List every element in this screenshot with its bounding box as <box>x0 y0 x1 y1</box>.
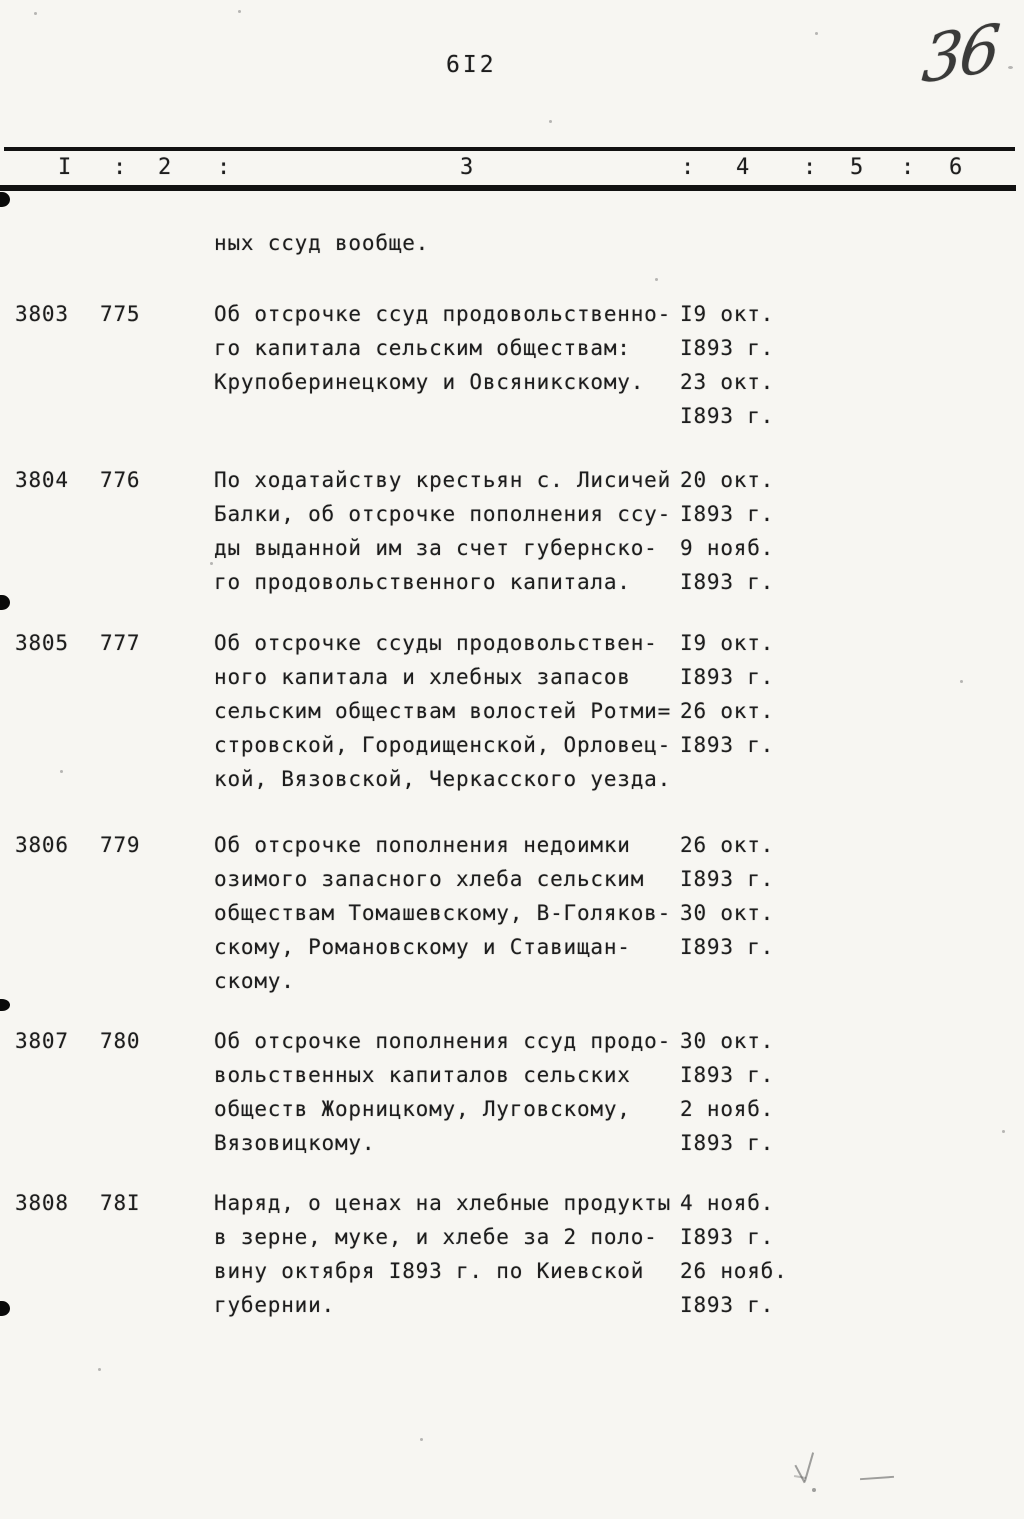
header-cell: I <box>58 155 73 180</box>
smudge-stroke <box>794 1465 805 1484</box>
header-cell-separator: : <box>217 155 232 180</box>
entry-number: 3805 <box>15 631 69 655</box>
text-line: кой, Вязовской, Черкасского уезда. <box>214 767 672 791</box>
entry-number: 3804 <box>15 468 69 492</box>
text-line: обществ Жорницкому, Луговскому, <box>214 1097 631 1121</box>
text-line: I893 г. <box>680 1293 775 1317</box>
entry-file-number: 780 <box>100 1029 141 1053</box>
entry-number: 3807 <box>15 1029 69 1053</box>
text-line: го продовольственного капитала. <box>214 570 631 594</box>
entry-title <box>214 463 684 599</box>
scan-speck <box>420 1438 423 1441</box>
text-line: I893 г. <box>680 502 775 526</box>
header-cell-separator: : <box>113 155 128 180</box>
text-line: I893 г. <box>680 1131 775 1155</box>
header-cell-separator: : <box>681 155 696 180</box>
text-line: Балки, об отсрочке пополнения ссу- <box>214 502 672 526</box>
text-line: I893 г. <box>680 570 775 594</box>
scan-speck <box>60 770 63 773</box>
text-line: Об отсрочке пополнения ссуд продо- <box>214 1029 672 1053</box>
text-line: в зерне, муке, и хлебе за 2 поло- <box>214 1225 658 1249</box>
text-line: го капитала сельским обществам: <box>214 336 631 360</box>
text-line: I893 г. <box>680 867 775 891</box>
text-line: I9 окт. <box>680 302 775 326</box>
margin-ink-mark <box>0 595 10 610</box>
pencil-smudge <box>772 1446 952 1516</box>
header-cell: 2 <box>158 155 173 180</box>
scan-speck <box>1002 1130 1005 1133</box>
text-line: I893 г. <box>680 336 775 360</box>
text-line: ды выданной им за счет губернско- <box>214 536 658 560</box>
text-line: Об отсрочке ссуд продовольственно- <box>214 302 672 326</box>
entry-file-number: 779 <box>100 833 141 857</box>
text-line: I9 окт. <box>680 631 775 655</box>
entry-number: 3808 <box>15 1191 69 1215</box>
text-line: вину октября I893 г. по Киевской <box>214 1259 645 1283</box>
entry-dates <box>680 626 810 762</box>
entry-file-number: 775 <box>100 302 141 326</box>
scan-speck <box>210 562 213 565</box>
entry-number: 3803 <box>15 302 69 326</box>
entry-file-number: 777 <box>100 631 141 655</box>
text-line: обществам Томашевскому, В-Голяков- <box>214 901 672 925</box>
page-number: 6I2 <box>446 52 497 78</box>
scan-speck <box>549 120 552 123</box>
entry-title <box>214 297 684 399</box>
scan-speck <box>815 32 818 35</box>
scan-speck <box>1008 66 1013 69</box>
text-line: озимого запасного хлеба сельским <box>214 867 645 891</box>
text-line: I893 г. <box>680 404 775 428</box>
entry-title <box>214 626 684 796</box>
entry-dates <box>680 1024 810 1160</box>
text-line: Крупоберинецкому и Овсяникскому. <box>214 370 645 394</box>
text-line: 30 окт. <box>680 901 775 925</box>
text-line: вольственных капиталов сельских <box>214 1063 631 1087</box>
text-line: 4 нояб. <box>680 1191 775 1215</box>
margin-ink-mark <box>0 1301 10 1316</box>
text-line: 2 нояб. <box>680 1097 775 1121</box>
scan-speck <box>34 12 37 15</box>
header-rule-top <box>4 147 1015 151</box>
header-cell: 5 <box>850 155 865 180</box>
text-line: I893 г. <box>680 733 775 757</box>
text-line: I893 г. <box>680 1063 775 1087</box>
text-line: 9 нояб. <box>680 536 775 560</box>
header-cell-separator: : <box>901 155 916 180</box>
entry-title <box>214 1186 684 1322</box>
text-line: По ходатайству крестьян с. Лисичей <box>214 468 672 492</box>
header-cell: 3 <box>460 155 475 180</box>
text-line: I893 г. <box>680 665 775 689</box>
text-line: скому. <box>214 969 295 993</box>
entry-number: 3806 <box>15 833 69 857</box>
header-cell: 4 <box>736 155 751 180</box>
smudge-stroke <box>812 1488 816 1492</box>
margin-ink-mark <box>0 192 10 207</box>
smudge-stroke <box>860 1476 894 1480</box>
text-line: стровской, Городищенской, Орловец- <box>214 733 672 757</box>
handwritten-folio-number: 36 <box>919 11 1001 99</box>
entry-dates <box>680 828 810 964</box>
text-line: I893 г. <box>680 935 775 959</box>
entry-dates <box>680 1186 810 1322</box>
entry-file-number: 78I <box>100 1191 141 1215</box>
text-line: скому, Романовскому и Ставищан- <box>214 935 631 959</box>
header-cell: 6 <box>949 155 964 180</box>
text-line: Об отсрочке ссуды продовольствен- <box>214 631 658 655</box>
text-line: губернии. <box>214 1293 335 1317</box>
text-line: Вязовицкому. <box>214 1131 376 1155</box>
text-line: I893 г. <box>680 1225 775 1249</box>
text-line: 26 окт. <box>680 699 775 723</box>
entry-file-number: 776 <box>100 468 141 492</box>
entry-title <box>214 1024 684 1160</box>
text-line: 26 нояб. <box>680 1259 788 1283</box>
scan-speck <box>238 10 241 13</box>
text-line: 23 окт. <box>680 370 775 394</box>
continuation-text: ных ссуд вообще. <box>214 231 430 255</box>
text-line: 26 окт. <box>680 833 775 857</box>
text-line: Наряд, о ценах на хлебные продукты <box>214 1191 672 1215</box>
entry-dates <box>680 297 810 433</box>
scan-speck <box>960 680 963 683</box>
text-line: 30 окт. <box>680 1029 775 1053</box>
text-line: Об отсрочке пополнения недоимки <box>214 833 631 857</box>
scan-speck <box>655 278 658 281</box>
text-line: ного капитала и хлебных запасов <box>214 665 631 689</box>
text-line: 20 окт. <box>680 468 775 492</box>
text-line: сельским обществам волостей Ротми= <box>214 699 672 723</box>
entry-title <box>214 828 684 998</box>
entry-dates <box>680 463 810 599</box>
header-cell-separator: : <box>803 155 818 180</box>
header-rule-bottom <box>0 185 1016 191</box>
margin-ink-mark <box>0 999 10 1011</box>
scan-speck <box>98 1368 101 1371</box>
